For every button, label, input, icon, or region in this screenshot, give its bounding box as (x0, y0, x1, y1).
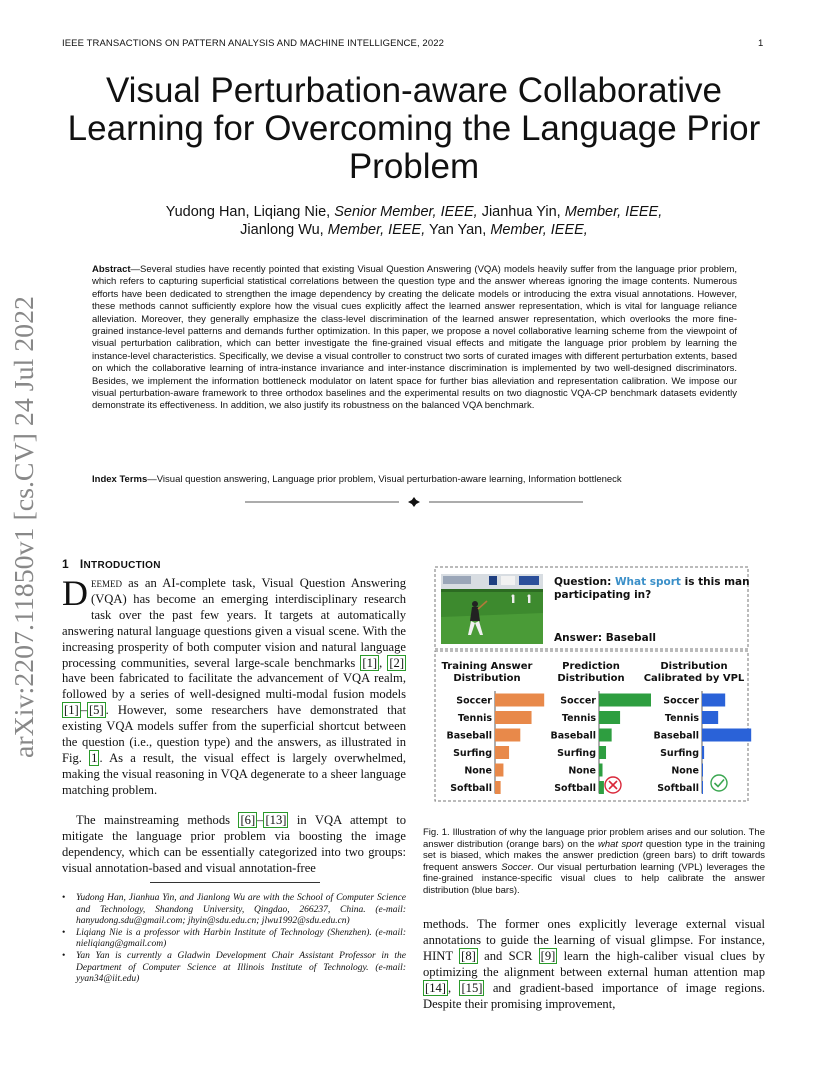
section-number: 1 (62, 557, 69, 571)
chart-category-label: Soccer (560, 695, 596, 707)
text-run: – (80, 703, 87, 718)
author-names-4: Yan Yan, (425, 222, 491, 238)
caption-em: Soccer (501, 861, 531, 873)
first-word: eemed (91, 576, 122, 590)
chart-bar (599, 746, 606, 759)
index-terms (92, 474, 737, 486)
text-run: learn the high-caliber visual clues by optimizing the alignment between external human attention map (423, 948, 766, 979)
chart-bar (702, 711, 718, 724)
abstract-text: —Several studies have recently pointed that existing Visual Question Answering (VQA) models heavily suffer from the language prior problem, which refers to capturing superficial statistical correlations between the question type and the answer whereas ignoring the image contents. Numerous efforts have been dedicated to strengthen the image dependency by creating the delicate models or introducing the extra visual annotations. However, these methods cannot sufficiently explore how the visual cues explicitly affect the learned answer representation, which is vital for language reliance alleviation. Moreover, they generally emphasize the class-level discrimination of the learned answer representation, which overlooks the more fine-grained instance-level patterns and demands further optimization. In this paper, we propose a novel collaborative learning scheme from the viewpoint of visual perturbation calibration, which can better investigate the fine-grained visual effects and mitigate the language prior problem by learning the instance-level characteristics. Specifically, we devise a visual controller to construct two sorts of curated images with different perturbation extents, based on which the collaborative learning of intra-instance invariance and inter-instance discrimination is implemented by two well-designed discriminators. Besides, we implement the information bottleneck modulator on latent space for further bias alleviation and representation calibration. We impose our visual perturbation-aware framework to three orthodox baselines and the experimental results on two diagnostic VQA-CP benchmark datasets evidently demonstrate its effectiveness. In addition, we also justify its robustness on the balanced VQA benchmark. (92, 264, 737, 412)
caption-run: . Our visual perturbation learning (VPL) leverages the fine-grained instance-specific visual clues to help calibrate the answer distribution (blue bars). (423, 861, 765, 896)
body-paragraph-2 (62, 813, 406, 877)
chart-category-label: Softball (450, 783, 492, 794)
text-run: The mainstreaming methods (76, 813, 239, 827)
baseball-photo (441, 574, 543, 644)
index-terms-label: Index Terms (92, 474, 148, 485)
abstract (92, 264, 737, 413)
paper-title: Visual Perturbation-aware Collaborative Learning for Overcoming the Language Prior Problem (67, 71, 761, 186)
citation-link[interactable]: [13] (265, 813, 287, 827)
chart-bar (495, 781, 501, 794)
chart-title-line-2: Calibrated by VPL (643, 673, 745, 684)
caption-run: question type in the training set is biased, which makes the answer prediction (green bars) to drift towards frequent answers (423, 838, 765, 873)
chart-category-label: Baseball (653, 730, 699, 742)
text-run: and gradient-based importance of image regions. Despite their promising improvement, (423, 980, 765, 1011)
chart-bar (599, 729, 612, 742)
chart-bar (702, 694, 725, 707)
text-run: . As a result, the visual effect is largely overwhelmed, making the visual reasoning in VQA degenerate to a sheer language matching problem. (62, 750, 406, 797)
citation-link[interactable]: [14] (425, 980, 446, 995)
citation-link[interactable]: [1] (64, 703, 79, 718)
authors (100, 203, 728, 239)
drop-cap: D (62, 573, 88, 613)
arxiv-stamp-text: arXiv:2207.11850v1 [cs.CV] 24 Jul 2022 (9, 310, 39, 758)
diamond-star-icon (408, 497, 420, 507)
body-paragraph-3 (423, 917, 765, 1012)
text-run: and SCR (477, 948, 539, 963)
question-rest: is this man (680, 576, 750, 588)
section-title-rest: NTRODUCTION (83, 560, 161, 571)
arxiv-stamp (2, 296, 42, 766)
text-run: , (447, 980, 460, 995)
caption-run: Fig. 1. Illustration of why the language prior problem arises and our solution. The answer distribution (orange bars) on the (423, 827, 765, 850)
chart-title-line-1: Training Answer (441, 661, 533, 672)
chart-category-label: Soccer (456, 695, 492, 707)
caption-em: what sport (597, 838, 643, 850)
section-separator (245, 497, 583, 507)
question-label: Question: (554, 576, 615, 588)
chart-bar (599, 694, 651, 707)
citation-link[interactable]: [8] (461, 948, 476, 963)
citation-link[interactable]: [2] (389, 655, 405, 670)
running-header: IEEE TRANSACTIONS ON PATTERN ANALYSIS AND MACHINE INTELLIGENCE, 2022 (62, 38, 444, 49)
figure-link[interactable]: 1 (91, 750, 98, 765)
citation-link[interactable]: [15] (461, 980, 483, 995)
question-text-line-2: participating in? (554, 589, 652, 601)
chart-category-label: Tennis (664, 713, 699, 724)
chart-category-label: Baseball (550, 730, 596, 742)
chart-bar (599, 764, 603, 777)
chart-bar (702, 781, 703, 794)
figure-caption (423, 827, 765, 897)
chart-title-line-2: Distribution (453, 673, 521, 684)
chart-bar (702, 746, 704, 759)
text-run: methods. The former ones explicitly leverage external visual annotations to guide the learning of visual glimpse. For instance, HINT (423, 917, 765, 963)
footnote-2: • Liqiang Nie is a professor with Harbin Institute of Technology (Shenzhen). (e-mail: nieliqiang@gmail.com) (62, 928, 406, 951)
citation-link[interactable]: [1] (362, 655, 378, 670)
body-paragraph-1 (62, 573, 406, 799)
footnote-rule (150, 882, 320, 883)
answer-text: Answer: Baseball (554, 632, 656, 644)
section-initial: I (79, 557, 84, 571)
chart-bar (495, 746, 509, 759)
chart-bar (495, 711, 532, 724)
chart-bar (495, 764, 503, 777)
chart-category-label: Surfing (557, 748, 596, 759)
chart-bar (599, 711, 620, 724)
text-run: , (379, 655, 388, 670)
footnote-1: • Yudong Han, Jianhua Yin, and Jianlong Wu are with the School of Computer Science and Technology, Shandong University, Qingdao, 266237, China. (e-mail: hanyudong.sdu@gmail.com; jhyin@sdu.edu.cn; jlwu1992@sdu.edu.cn) (62, 893, 406, 928)
author-role-3: Member, IEEE, (327, 222, 426, 238)
chart-category-label: Softball (554, 783, 596, 794)
author-names-1: Yudong Han, Liqiang Nie, (165, 204, 335, 220)
chart-bar (599, 781, 604, 794)
citation-link[interactable]: [5] (88, 703, 104, 718)
citation-link[interactable]: [6] (240, 813, 256, 827)
text-run: have been fabricated to facilitate the advancement of VQA realm, followed by a series of well-designed multi-modal fusion models (62, 671, 406, 702)
text-run: as an AI-complete task, Visual Question Answering (VQA) has become an emerging interdisciplinary research task over the past few years. It targets at automatically answering natural language questions given a visual scene. With the increasing prosperity of both computer vision and natural language processing communities, several large-scale benchmarks (62, 576, 406, 670)
chart-category-label: Surfing (453, 748, 492, 759)
page-number: 1 (758, 38, 764, 49)
author-role-1: Senior Member, IEEE, (334, 204, 478, 220)
figure-1 (427, 565, 767, 803)
chart-category-label: Surfing (660, 748, 699, 759)
chart-category-label: None (464, 765, 492, 777)
chart-category-label: None (671, 765, 699, 777)
chart-bar (702, 729, 751, 742)
abstract-label: Abstract (92, 264, 131, 275)
text-run: . However, some researchers have demonstrated that existing VQA models suffer from the superficial shortcut between the question (i.e., question type) and the answers, as illustrated in Fig. (62, 703, 406, 765)
authors-line-2 (100, 221, 728, 239)
question-highlight: What sport (614, 576, 681, 588)
index-terms-text: —Visual question answering, Language prior problem, Visual perturbation-aware learning, Information bottleneck (147, 474, 622, 485)
citation-link[interactable]: [9] (540, 948, 556, 963)
question-text-line-1 (554, 576, 750, 588)
chart-bar (495, 694, 544, 707)
chart-category-label: Baseball (446, 730, 492, 742)
text-run: in VQA attempt to mitigate the language prior problem via boosting the image dependency, which can be essentially categorized into two groups: visual annotation-based and visual annotation-free (62, 813, 406, 875)
chart-category-label: Softball (657, 783, 699, 794)
footnote-3: • Yan Yan is currently a Gladwin Development Chair Assistant Professor in the Department of Computer Science at Illinois Institute of Technology. (e-mail: yyan34@iit.edu) (62, 951, 406, 986)
chart-bar (702, 764, 703, 777)
chart-category-label: Soccer (663, 695, 699, 707)
footnotes (62, 893, 406, 986)
chart-title-line-1: Distribution (660, 661, 728, 672)
authors-line-1 (100, 203, 728, 221)
section-heading (62, 557, 161, 571)
text-run: – (257, 813, 264, 827)
chart-category-label: Tennis (457, 713, 492, 724)
chart-title-line-1: Prediction (562, 661, 620, 672)
chart-title-line-2: Distribution (557, 673, 625, 684)
chart-category-label: Tennis (561, 713, 596, 724)
author-names-2: Jianhua Yin, (477, 204, 565, 220)
author-names-3: Jianlong Wu, (240, 222, 328, 238)
author-role-4: Member, IEEE, (490, 222, 588, 238)
chart-bar (495, 729, 520, 742)
author-role-2: Member, IEEE, (564, 204, 663, 220)
chart-category-label: None (568, 765, 596, 777)
